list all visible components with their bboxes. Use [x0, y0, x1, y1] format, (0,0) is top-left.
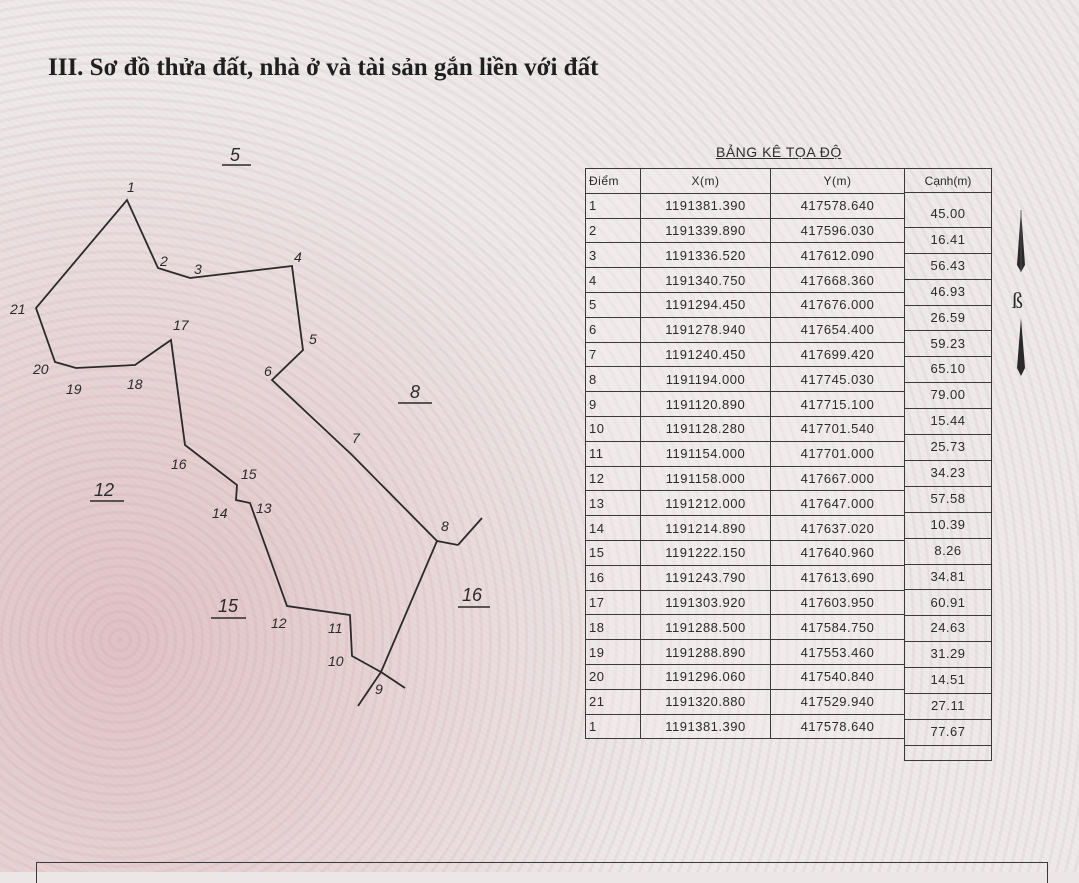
- y-cell: 417676.000: [771, 292, 905, 317]
- edge-length-cell: 15.44: [905, 408, 991, 435]
- x-cell: 1191214.890: [641, 516, 771, 541]
- point-cell: 9: [586, 392, 641, 417]
- y-cell: 417529.940: [771, 689, 905, 714]
- x-cell: 1191288.500: [641, 615, 771, 640]
- point-label-9: 9: [375, 681, 383, 697]
- point-label-21: 21: [10, 301, 26, 317]
- y-cell: 417596.030: [771, 218, 905, 243]
- x-cell: 1191336.520: [641, 243, 771, 268]
- y-cell: 417578.640: [771, 714, 905, 739]
- table-row: [586, 466, 905, 491]
- edge-length-cell: 8.26: [905, 538, 991, 565]
- point-label-11: 11: [328, 620, 343, 636]
- header-edge-length: Cạnh(m): [904, 168, 992, 193]
- svg-text:15: 15: [218, 596, 239, 616]
- table-row: [586, 317, 905, 342]
- point-label-2: 2: [160, 253, 168, 269]
- table-row: [586, 516, 905, 541]
- point-cell: 11: [586, 441, 641, 466]
- svg-text:ß: ß: [1012, 288, 1023, 313]
- edge-length-cell: 24.63: [905, 615, 991, 642]
- table-row: [586, 590, 905, 615]
- x-cell: 1191243.790: [641, 565, 771, 590]
- point-cell: 5: [586, 292, 641, 317]
- point-label-1: 1: [127, 179, 135, 195]
- section-title: III. Sơ đồ thửa đất, nhà ở và tài sản gắn liền với đất: [48, 54, 599, 81]
- north-arrow-icon: [1006, 210, 1036, 380]
- parcel-map: [0, 130, 580, 730]
- point-cell: 18: [586, 615, 641, 640]
- table-row: [586, 640, 905, 665]
- point-cell: 17: [586, 590, 641, 615]
- x-cell: 1191222.150: [641, 540, 771, 565]
- x-cell: 1191120.890: [641, 392, 771, 417]
- point-label-7: 7: [352, 430, 360, 446]
- edge-length-cell: 77.67: [905, 719, 991, 746]
- x-cell: 1191194.000: [641, 367, 771, 392]
- y-cell: 417603.950: [771, 590, 905, 615]
- y-cell: 417647.000: [771, 491, 905, 516]
- edge-length-cell: 14.51: [905, 667, 991, 694]
- next-section-frame: [36, 862, 1048, 883]
- point-label-3: 3: [194, 261, 202, 277]
- x-cell: 1191128.280: [641, 416, 771, 441]
- header-y: Y(m): [771, 169, 905, 194]
- coordinate-table: [585, 168, 905, 739]
- point-cell: 6: [586, 317, 641, 342]
- table-row: [586, 540, 905, 565]
- svg-text:5: 5: [230, 145, 241, 165]
- edge-length-column: [904, 193, 992, 761]
- x-cell: 1191158.000: [641, 466, 771, 491]
- edge-length-cell: 27.11: [905, 693, 991, 720]
- edge-length-cell: 59.23: [905, 331, 991, 358]
- table-row: [586, 392, 905, 417]
- point-cell: 19: [586, 640, 641, 665]
- coordinate-table-title: BẢNG KÊ TỌA ĐỘ: [716, 144, 842, 160]
- svg-text:16: 16: [462, 585, 483, 605]
- point-cell: 21: [586, 689, 641, 714]
- y-cell: 417701.000: [771, 441, 905, 466]
- x-cell: 1191339.890: [641, 218, 771, 243]
- x-cell: 1191296.060: [641, 664, 771, 689]
- point-label-8: 8: [441, 518, 449, 534]
- header-point: Điểm: [586, 169, 641, 194]
- point-cell: 15: [586, 540, 641, 565]
- edge-length-cell: 25.73: [905, 434, 991, 461]
- point-cell: 8: [586, 367, 641, 392]
- edge-length-cell: 65.10: [905, 356, 991, 383]
- parcel-label-12: [90, 480, 124, 501]
- coordinate-rows: [586, 193, 905, 739]
- edge-length-cell: 26.59: [905, 305, 991, 332]
- edge-length-cell: 34.81: [905, 564, 991, 591]
- point-label-13: 13: [256, 500, 272, 516]
- y-cell: 417640.960: [771, 540, 905, 565]
- table-row: [586, 714, 905, 739]
- table-row: [586, 491, 905, 516]
- edge-length-cell: 79.00: [905, 382, 991, 409]
- x-cell: 1191240.450: [641, 342, 771, 367]
- y-cell: 417637.020: [771, 516, 905, 541]
- table-row: [586, 664, 905, 689]
- edge-length-cell: 57.58: [905, 486, 991, 513]
- table-row: [586, 367, 905, 392]
- point-cell: 2: [586, 218, 641, 243]
- parcel-label-8: [398, 382, 432, 403]
- y-cell: 417613.690: [771, 565, 905, 590]
- y-cell: 417540.840: [771, 664, 905, 689]
- table-row: [586, 615, 905, 640]
- point-label-15: 15: [241, 466, 257, 482]
- y-cell: 417701.540: [771, 416, 905, 441]
- point-cell: 10: [586, 416, 641, 441]
- x-cell: 1191303.920: [641, 590, 771, 615]
- edge-length-cell: 56.43: [905, 253, 991, 280]
- point-labels: [9, 179, 449, 697]
- edge-length-cell: 10.39: [905, 512, 991, 539]
- point-label-20: 20: [33, 361, 49, 377]
- point-cell: 12: [586, 466, 641, 491]
- point-cell: 13: [586, 491, 641, 516]
- point-cell: 16: [586, 565, 641, 590]
- point-label-12: 12: [271, 615, 287, 631]
- point-cell: 3: [586, 243, 641, 268]
- y-cell: 417699.420: [771, 342, 905, 367]
- point-label-5: 5: [309, 331, 317, 347]
- y-cell: 417584.750: [771, 615, 905, 640]
- point-label-4: 4: [294, 249, 302, 265]
- point-label-19: 19: [66, 381, 82, 397]
- parcel-label-15: [211, 596, 246, 618]
- parcel-label-5: [222, 145, 251, 165]
- edge-length-cell: 34.23: [905, 460, 991, 487]
- y-cell: 417654.400: [771, 317, 905, 342]
- x-cell: 1191154.000: [641, 441, 771, 466]
- y-cell: 417668.360: [771, 268, 905, 293]
- y-cell: 417667.000: [771, 466, 905, 491]
- y-cell: 417612.090: [771, 243, 905, 268]
- neighbor-boundary-lines: [358, 518, 482, 706]
- point-label-10: 10: [328, 653, 344, 669]
- table-row: [586, 416, 905, 441]
- point-label-14: 14: [212, 505, 228, 521]
- svg-text:8: 8: [410, 382, 421, 402]
- point-cell: 7: [586, 342, 641, 367]
- table-header-row: [586, 169, 905, 194]
- parcel-label-16: [458, 585, 490, 607]
- table-row: [586, 243, 905, 268]
- table-row: [586, 218, 905, 243]
- edge-length-cell: 31.29: [905, 641, 991, 668]
- point-cell: 1: [586, 193, 641, 218]
- table-row: [586, 292, 905, 317]
- point-cell: 1: [586, 714, 641, 739]
- y-cell: 417578.640: [771, 193, 905, 218]
- table-row: [586, 342, 905, 367]
- x-cell: 1191288.890: [641, 640, 771, 665]
- x-cell: 1191320.880: [641, 689, 771, 714]
- point-label-6: 6: [264, 363, 272, 379]
- y-cell: 417715.100: [771, 392, 905, 417]
- x-cell: 1191381.390: [641, 714, 771, 739]
- x-cell: 1191381.390: [641, 193, 771, 218]
- x-cell: 1191340.750: [641, 268, 771, 293]
- table-row: [586, 565, 905, 590]
- edge-length-cell: 46.93: [905, 279, 991, 306]
- edge-length-cell: 45.00: [905, 201, 991, 228]
- table-row: [586, 268, 905, 293]
- y-cell: 417745.030: [771, 367, 905, 392]
- x-cell: 1191278.940: [641, 317, 771, 342]
- table-row: [586, 689, 905, 714]
- x-cell: 1191294.450: [641, 292, 771, 317]
- x-cell: 1191212.000: [641, 491, 771, 516]
- point-label-17: 17: [173, 317, 189, 333]
- edge-length-cell: 60.91: [905, 590, 991, 617]
- header-x: X(m): [641, 169, 771, 194]
- point-label-16: 16: [171, 456, 187, 472]
- edge-length-cell: 16.41: [905, 227, 991, 254]
- y-cell: 417553.460: [771, 640, 905, 665]
- point-label-18: 18: [127, 376, 143, 392]
- point-cell: 4: [586, 268, 641, 293]
- point-cell: 20: [586, 664, 641, 689]
- svg-text:12: 12: [94, 480, 115, 500]
- table-row: [586, 193, 905, 218]
- table-row: [586, 441, 905, 466]
- point-cell: 14: [586, 516, 641, 541]
